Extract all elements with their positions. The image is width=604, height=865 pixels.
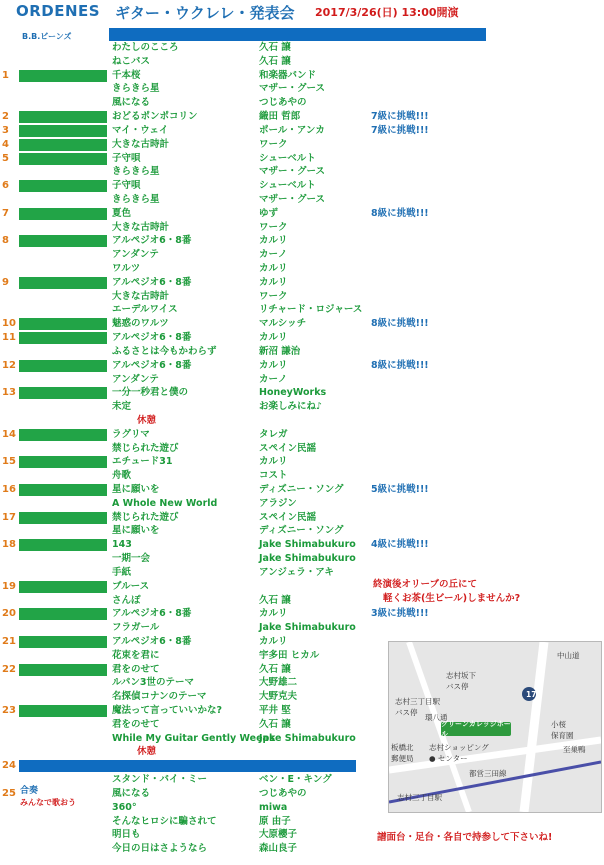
program-row (0, 110, 604, 124)
performance-number: 1 (2, 69, 9, 81)
program-row (0, 815, 604, 829)
song-title: 143 (112, 539, 132, 551)
program-row (0, 262, 604, 276)
program-row (0, 96, 604, 110)
program-row (0, 317, 604, 331)
grade-challenge-note: 8級に挑戦!!! (371, 318, 429, 330)
performer-name-bar (19, 318, 107, 330)
map-label-toei: 都営三田線 (469, 769, 507, 778)
song-title: アンダンテ (112, 249, 159, 261)
song-artist: マルシッチ (259, 318, 307, 330)
performer-name-bar (19, 360, 107, 372)
song-title: アルペジオ6・8番 (112, 276, 192, 288)
performance-number: 25 (2, 787, 16, 799)
map-label-busstop-top: 志村坂下 バス停 (446, 671, 476, 691)
performance-number: 24 (2, 760, 16, 772)
map-venue-marker: グリーンカレッジホール (441, 720, 511, 738)
song-artist: コスト (259, 470, 288, 482)
section-band (19, 760, 356, 772)
song-title: アルペジオ6・8番 (112, 608, 192, 620)
map-label-busstop-left: 志村三丁目駅 バス停 (395, 697, 440, 717)
song-title: 風になる (112, 97, 151, 109)
performance-number: 8 (2, 235, 9, 247)
performer-name-bar (19, 636, 107, 648)
performance-number: 9 (2, 276, 9, 288)
song-title: アルペジオ6・8番 (112, 332, 192, 344)
song-title: きらきら星 (112, 193, 160, 205)
performance-number: 19 (2, 580, 16, 592)
song-title: マイ・ウェイ (112, 124, 169, 136)
performance-number: 23 (2, 705, 16, 716)
song-artist: スペイン民謡 (259, 511, 317, 523)
song-title: ブルース (112, 580, 150, 592)
program-row (0, 469, 604, 483)
song-artist: 久石 譲 (259, 663, 291, 675)
map-route-number: 17 (526, 690, 537, 699)
song-artist: 織田 哲郎 (259, 111, 301, 123)
grade-challenge-note: 8級に挑戦!!! (371, 359, 429, 371)
song-artist: ワーク (259, 221, 288, 233)
song-title: ねこバス (112, 55, 151, 67)
program-row (0, 386, 604, 400)
performance-number: 22 (2, 663, 16, 675)
song-title: 花束を君に (112, 649, 160, 661)
song-title: 明日も (112, 829, 141, 841)
song-title: エーデルワイス (112, 304, 178, 316)
song-artist: つじあやの (259, 97, 307, 109)
song-artist: ベン・E・キング (259, 774, 332, 786)
song-artist: シューベルト (259, 180, 316, 192)
performance-number: 2 (2, 111, 9, 123)
map-label-station-bottom: 志村三丁目駅 (397, 793, 442, 802)
song-title: 手紙 (112, 566, 132, 578)
song-artist: 和楽器バンド (259, 69, 317, 81)
program-row (0, 842, 604, 856)
song-artist: Jake Shimabukuro (259, 539, 356, 551)
org-name: ORDENES (16, 2, 101, 20)
program-row (0, 621, 604, 635)
program-row (0, 124, 604, 138)
song-title: A Whole New World (112, 497, 218, 509)
song-title: 今日の日はさようなら (112, 843, 208, 855)
song-title: 未定 (112, 401, 132, 413)
performer-name-bar (19, 111, 107, 123)
performer-name-bar (19, 332, 107, 344)
song-title: アルペジオ6・8番 (112, 635, 192, 647)
song-title: アルペジオ6・8番 (112, 235, 192, 247)
performer-name-bar (19, 387, 107, 399)
song-artist: Jake Shimabukuro (259, 732, 356, 744)
song-artist: ゆず (259, 207, 279, 219)
song-title: わたしのこころ (112, 42, 179, 53)
song-artist: ディズニー・ソング (259, 525, 344, 537)
song-title: 風になる (112, 787, 151, 799)
group-label-bb: B.B.ビーンズ (22, 32, 72, 41)
program-row (0, 193, 604, 207)
performance-number: 4 (2, 138, 9, 150)
party-note-line2: 軽くお茶(生ビール)しませんか? (383, 593, 521, 604)
program-row (0, 538, 604, 552)
event-date: 2017/3/26(日) 13:00開演 (315, 6, 459, 19)
song-artist: カルリ (259, 359, 288, 371)
header-band (109, 28, 486, 41)
event-title: ギター・ウクレレ・発表会 (115, 4, 295, 22)
song-title: ワルツ (112, 263, 141, 274)
performer-name-bar (19, 539, 107, 551)
program-row (0, 41, 604, 55)
song-title: While My Guitar Gently Weeps (112, 732, 276, 744)
grade-challenge-note: 4級に挑戦!!! (371, 539, 429, 551)
map-label-nakasen: 中山道 (557, 651, 580, 660)
song-artist: 平井 堅 (259, 705, 291, 716)
song-artist: カルリ (259, 608, 288, 620)
performer-name-bar (19, 180, 107, 192)
performance-number: 18 (2, 539, 16, 551)
performance-number: 20 (2, 608, 16, 620)
performer-name-bar (19, 125, 107, 137)
performance-number: 10 (2, 318, 16, 330)
program-row (0, 442, 604, 456)
song-title: 君をのせて (112, 718, 160, 730)
program-row (0, 69, 604, 83)
song-title: 360° (112, 801, 137, 813)
grade-challenge-note: 7級に挑戦!!! (371, 124, 429, 136)
song-title: きらきら星 (112, 166, 160, 178)
song-title: 大きな古時計 (112, 290, 170, 302)
song-title: 君をのせて (112, 663, 160, 675)
song-title: 禁じられた遊び (112, 442, 179, 454)
program-row (0, 566, 604, 580)
song-artist: アンジェラ・アキ (259, 566, 334, 578)
song-artist: ワーク (259, 138, 288, 150)
song-artist: お楽しみにね♪ (259, 401, 323, 413)
song-artist: miwa (259, 801, 288, 813)
song-artist: HoneyWorks (259, 387, 327, 399)
performer-name-bar (19, 208, 107, 220)
program-row (0, 248, 604, 262)
song-title: 夏色 (112, 207, 132, 219)
song-artist: 久石 譲 (259, 55, 291, 67)
song-title: 子守唄 (112, 180, 141, 192)
song-artist: カルリ (259, 235, 288, 247)
song-artist: ポール・アンカ (259, 124, 325, 136)
program-row (0, 207, 604, 221)
program-row (0, 345, 604, 359)
program-row (0, 152, 604, 166)
song-title: 魔法って言っていいかな? (112, 705, 223, 716)
performer-name-bar (19, 608, 107, 620)
grade-challenge-note: 8級に挑戦!!! (371, 207, 429, 219)
song-artist: Jake Shimabukuro (259, 553, 356, 565)
song-artist: マザー・グース (259, 193, 326, 205)
performer-name-bar (19, 484, 107, 496)
song-artist: カーノ (259, 373, 288, 385)
performance-number: 15 (2, 456, 16, 468)
performance-number: 11 (2, 332, 16, 344)
program-row (0, 82, 604, 96)
performance-number: 12 (2, 359, 16, 371)
song-artist: 森山良子 (259, 843, 298, 855)
intermission-label: 休憩 (137, 746, 157, 758)
song-artist: カルリ (259, 635, 288, 647)
song-title: 星に願いを (112, 484, 160, 495)
map-label-school: 小桜 保育園 (551, 720, 574, 740)
program-row (0, 303, 604, 317)
bring-items-note: 譜面台・足台・各自で持参して下さいね! (377, 832, 553, 843)
song-title: おどるポンポコリン (112, 111, 198, 123)
program-row (0, 511, 604, 525)
performance-number: 17 (2, 511, 16, 523)
song-artist: つじあやの (259, 787, 307, 799)
program-row (0, 138, 604, 152)
song-artist: 久石 譲 (259, 718, 291, 730)
performance-number: 14 (2, 428, 16, 440)
song-artist: 新沼 謙治 (259, 345, 301, 357)
song-title: そんなヒロシに騙されて (112, 815, 217, 827)
program-row (0, 331, 604, 345)
song-title: きらきら星 (112, 83, 160, 95)
performer-name-bar (19, 512, 107, 524)
song-title: 魅惑のワルツ (112, 318, 169, 330)
performer-name-bar (19, 429, 107, 441)
performance-number: 16 (2, 484, 16, 495)
program-row (0, 524, 604, 538)
map-label-sugamo: 至巣鴨 (563, 745, 586, 754)
program-row (0, 552, 604, 566)
song-artist: 大野雄二 (259, 677, 298, 689)
song-title: さんぽ (112, 594, 141, 606)
program-row (0, 497, 604, 511)
program-row (0, 55, 604, 69)
performer-name-bar (19, 277, 107, 289)
program-row (0, 414, 604, 428)
grade-challenge-note: 7級に挑戦!!! (371, 111, 429, 123)
grade-challenge-note: 5級に挑戦!!! (371, 484, 429, 495)
performance-number: 21 (2, 635, 16, 647)
performance-number: 13 (2, 387, 16, 399)
song-title: 大きな古時計 (112, 221, 170, 233)
song-title: ラグリマ (112, 428, 150, 440)
song-artist: カルリ (259, 456, 288, 468)
song-artist: ディズニー・ソング (259, 484, 344, 495)
song-artist: マザー・グース (259, 166, 326, 178)
program-row (0, 179, 604, 193)
group-label-sing-along: みんなで歌おう (20, 798, 76, 807)
song-title: ふるさとは今もかわらず (112, 345, 217, 357)
group-label-ensemble: 合奏 (20, 786, 39, 796)
song-title: 星に願いを (112, 525, 160, 537)
song-artist: 大野克夫 (259, 691, 298, 703)
song-artist: Jake Shimabukuro (259, 622, 356, 634)
map-label-post-office: 板橋北 郵便局 (391, 743, 414, 763)
performer-name-bar (19, 70, 107, 82)
performer-name-bar (19, 664, 107, 676)
song-artist: 久石 譲 (259, 42, 291, 53)
song-artist: カルリ (259, 276, 288, 288)
song-artist: スペイン民謡 (259, 442, 317, 454)
intermission-label: 休憩 (137, 414, 157, 426)
program-row (0, 428, 604, 442)
venue-map (388, 641, 602, 813)
song-artist: シューベルト (259, 152, 316, 164)
program-row (0, 165, 604, 179)
map-label-shopping: 志村ショッピング ● センター (429, 743, 489, 763)
performer-name-bar (19, 235, 107, 247)
song-artist: カーノ (259, 249, 288, 261)
song-title: アルペジオ6・8番 (112, 359, 192, 371)
program-row (0, 221, 604, 235)
performer-name-bar (19, 139, 107, 151)
song-artist: 原 由子 (259, 815, 291, 827)
performer-name-bar (19, 581, 107, 593)
program-row (0, 400, 604, 414)
song-title: 一分一秒君と僕の (112, 387, 189, 399)
grade-challenge-note: 3級に挑戦!!! (371, 608, 429, 620)
program-row (0, 373, 604, 387)
song-title: 一期一会 (112, 553, 151, 565)
song-artist: タレガ (259, 428, 288, 440)
song-title: ルパン3世のテーマ (112, 677, 194, 689)
song-title: フラガール (112, 622, 160, 634)
program-row (0, 290, 604, 304)
song-artist: アラジン (259, 497, 297, 509)
map-label-kanpachi: 環八通 (425, 713, 448, 722)
song-artist: カルリ (259, 332, 288, 344)
song-title: 名探偵コナンのテーマ (112, 691, 207, 703)
song-artist: 大原櫻子 (259, 829, 298, 841)
song-title: 禁じられた遊び (112, 511, 179, 523)
program-row (0, 276, 604, 290)
song-title: 千本桜 (112, 69, 141, 81)
song-title: エチュード31 (112, 456, 173, 468)
performance-number: 7 (2, 207, 9, 219)
program-row (0, 359, 604, 373)
performance-number: 5 (2, 152, 9, 164)
song-title: スタンド・バイ・ミー (112, 774, 208, 786)
song-artist: 宇多田 ヒカル (259, 649, 320, 661)
performer-name-bar (19, 456, 107, 468)
song-title: アンダンテ (112, 373, 159, 385)
program-row (0, 234, 604, 248)
song-artist: カルリ (259, 263, 288, 274)
party-note-line1: 終演後オリーブの丘にて (373, 579, 478, 590)
song-title: 舟歌 (112, 470, 132, 482)
song-artist: ワーク (259, 290, 288, 302)
song-artist: マザー・グース (259, 83, 326, 95)
song-title: 大きな古時計 (112, 138, 170, 150)
song-title: 子守唄 (112, 152, 141, 164)
program-row (0, 607, 604, 621)
program-row (0, 483, 604, 497)
performer-name-bar (19, 153, 107, 165)
program-row (0, 455, 604, 469)
performer-name-bar (19, 705, 107, 717)
performance-number: 3 (2, 124, 9, 136)
song-artist: リチャード・ロジャース (259, 304, 363, 316)
performance-number: 6 (2, 180, 9, 192)
song-artist: 久石 譲 (259, 594, 291, 606)
